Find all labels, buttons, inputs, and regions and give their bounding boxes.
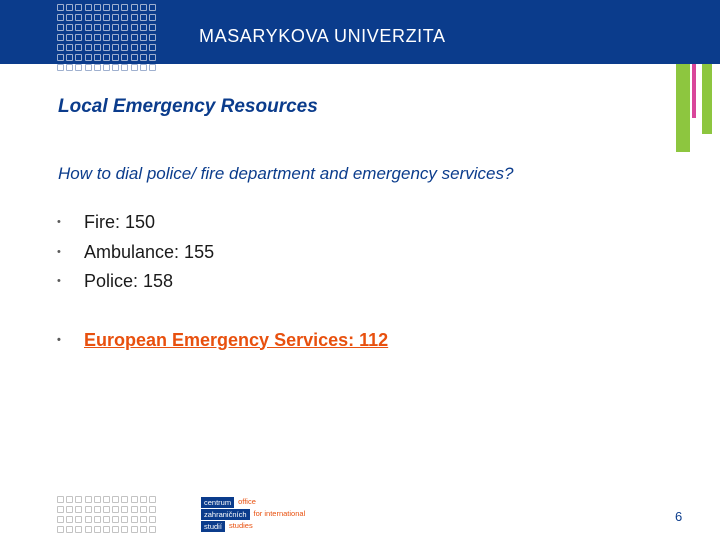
pattern-square [121, 506, 128, 513]
pattern-square [57, 506, 64, 513]
pattern-square [149, 44, 156, 51]
logo-box-centrum: centrum [201, 497, 234, 508]
pattern-square [75, 506, 82, 513]
pattern-square [121, 526, 128, 533]
pattern-square [75, 526, 82, 533]
pattern-square [131, 14, 138, 21]
pattern-square [75, 516, 82, 523]
pattern-square [75, 24, 82, 31]
pattern-square [131, 496, 138, 503]
logo-text-international: for international [253, 509, 306, 518]
pattern-square [94, 506, 101, 513]
green-bar [676, 64, 690, 152]
pattern-square [85, 526, 92, 533]
list-item [57, 238, 388, 268]
university-name: MASARYKOVA UNIVERZITA [199, 26, 446, 46]
pattern-square [66, 4, 73, 11]
pattern-square [75, 44, 82, 51]
pattern-square [66, 24, 73, 31]
logo-box-zahranicnich: zahraničních [201, 509, 250, 520]
pattern-square [140, 526, 147, 533]
pattern-square [121, 64, 128, 71]
pattern-square [112, 54, 119, 61]
pattern-square [85, 14, 92, 21]
pattern-square [66, 496, 73, 503]
pattern-square [75, 14, 82, 21]
pattern-square [103, 14, 110, 21]
pattern-square [140, 4, 147, 11]
pattern-square [140, 44, 147, 51]
bullet-icon: • [57, 333, 61, 346]
pattern-square [85, 4, 92, 11]
pattern-square [149, 4, 156, 11]
pattern-square [149, 34, 156, 41]
list-item-text: Ambulance: 155 [84, 241, 215, 262]
pattern-square [149, 506, 156, 513]
pattern-square [103, 526, 110, 533]
pattern-square [149, 526, 156, 533]
pattern-square [75, 4, 82, 11]
slide-title: Local Emergency Resources [58, 96, 318, 117]
logo-text-studies: studies [228, 521, 253, 530]
pattern-square [57, 44, 64, 51]
pattern-square [85, 34, 92, 41]
pattern-square [57, 516, 64, 523]
pattern-square [66, 54, 73, 61]
pattern-square [66, 14, 73, 21]
pattern-square [149, 516, 156, 523]
pattern-square [103, 44, 110, 51]
pattern-square [131, 64, 138, 71]
pattern-square [103, 496, 110, 503]
pattern-square [149, 64, 156, 71]
footer-pattern-logo [56, 495, 157, 535]
pattern-square [66, 44, 73, 51]
pattern-square [112, 34, 119, 41]
pattern-square [85, 44, 92, 51]
pattern-square [66, 34, 73, 41]
pink-bar [692, 64, 696, 118]
list-item-text: Fire: 150 [84, 212, 156, 232]
european-emergency-link[interactable] [57, 326, 388, 356]
pattern-square [94, 14, 101, 21]
pattern-square [103, 64, 110, 71]
pattern-square [149, 24, 156, 31]
pattern-square [149, 14, 156, 21]
pattern-square [57, 34, 64, 41]
pattern-square [57, 14, 64, 21]
page-number: 6 [675, 509, 683, 524]
decorative-color-bars [664, 64, 720, 154]
pattern-square [66, 516, 73, 523]
pattern-square [112, 24, 119, 31]
pattern-square [66, 506, 73, 513]
pattern-square [131, 506, 138, 513]
pattern-square [121, 496, 128, 503]
pattern-square [103, 4, 110, 11]
pattern-square [140, 64, 147, 71]
pattern-square [94, 24, 101, 31]
pattern-square [112, 64, 119, 71]
pattern-square [66, 64, 73, 71]
university-pattern-logo [56, 3, 157, 73]
pattern-square [131, 516, 138, 523]
pattern-square [112, 506, 119, 513]
pattern-square [94, 496, 101, 503]
pattern-square [131, 4, 138, 11]
pattern-square [75, 54, 82, 61]
pattern-square [112, 14, 119, 21]
logo-text-office: office [238, 497, 256, 506]
pattern-square [112, 4, 119, 11]
pattern-square [85, 54, 92, 61]
pattern-square [85, 506, 92, 513]
pattern-square [103, 34, 110, 41]
pattern-square [121, 44, 128, 51]
green-bar-right [702, 64, 712, 134]
pattern-square [140, 24, 147, 31]
pattern-square [57, 526, 64, 533]
pattern-square [131, 526, 138, 533]
pattern-square [140, 516, 147, 523]
pattern-square [121, 54, 128, 61]
pattern-square [149, 496, 156, 503]
pattern-square [75, 34, 82, 41]
pattern-square [94, 526, 101, 533]
question-text: How to dial police/ fire department and emergency services? [58, 164, 514, 183]
pattern-square [140, 496, 147, 503]
pattern-square [57, 496, 64, 503]
pattern-square [121, 34, 128, 41]
pattern-square [103, 506, 110, 513]
pattern-square [131, 44, 138, 51]
international-office-logo [201, 496, 305, 532]
link-text[interactable]: European Emergency Services: 112 [84, 329, 389, 350]
pattern-square [75, 64, 82, 71]
pattern-square [140, 34, 147, 41]
bullet-icon: • [57, 245, 61, 258]
pattern-square [121, 14, 128, 21]
pattern-square [140, 54, 147, 61]
pattern-square [94, 34, 101, 41]
pattern-square [103, 54, 110, 61]
pattern-square [121, 516, 128, 523]
pattern-square [94, 44, 101, 51]
pattern-square [85, 64, 92, 71]
pattern-square [85, 496, 92, 503]
header-bar [0, 0, 720, 64]
pattern-square [94, 4, 101, 11]
pattern-square [149, 54, 156, 61]
pattern-square [103, 24, 110, 31]
pattern-square [131, 24, 138, 31]
pattern-square [57, 54, 64, 61]
list-item [57, 208, 388, 238]
pattern-square [75, 496, 82, 503]
bullet-icon: • [57, 216, 61, 228]
pattern-square [140, 506, 147, 513]
bullet-icon: • [57, 275, 61, 287]
pattern-square [94, 64, 101, 71]
pattern-square [131, 54, 138, 61]
pattern-square [66, 526, 73, 533]
pattern-square [131, 34, 138, 41]
pattern-square [85, 24, 92, 31]
emergency-number-list [57, 208, 388, 355]
pattern-square [112, 496, 119, 503]
pattern-square [57, 4, 64, 11]
pattern-square [57, 64, 64, 71]
pattern-square [112, 44, 119, 51]
list-item [57, 267, 388, 297]
pattern-square [103, 516, 110, 523]
pattern-square [57, 24, 64, 31]
pattern-square [85, 516, 92, 523]
logo-box-studii: studií [201, 521, 225, 532]
pattern-square [94, 516, 101, 523]
pattern-square [112, 516, 119, 523]
pattern-square [94, 54, 101, 61]
pattern-square [121, 4, 128, 11]
pattern-square [140, 14, 147, 21]
list-item-text: Police: 158 [84, 271, 174, 291]
pattern-square [112, 526, 119, 533]
pattern-square [121, 24, 128, 31]
